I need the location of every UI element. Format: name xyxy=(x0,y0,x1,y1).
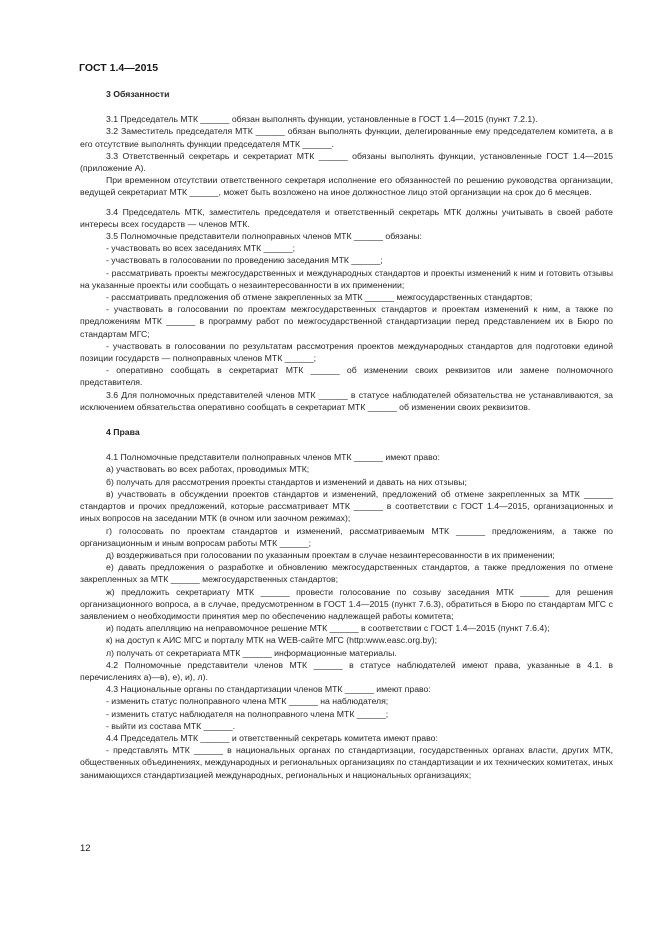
list-item: г) голосовать по проектам стандартов и изменений, рассматриваемым МТК ______ предложениям, а также по организационным и иным вопросам работы МТК ______; xyxy=(80,525,613,548)
clause-4-3: 4.3 Национальные органы по стандартизации членов МТК ______ имеют право: xyxy=(106,684,431,695)
list-item: и) подать апелляцию на неправомочное решение МТК ______ в соответствии с ГОСТ 1.4—2015 (пункт 7.6.4); xyxy=(106,623,550,634)
list-item: - участвовать в голосовании по результатам рассмотрения проектов международных стандартов для подготовки единой позиции государств — полноправных членов МТК ______; xyxy=(80,340,613,364)
list-item: - рассматривать предложения об отмене закрепленных за МТК ______ межгосударственных стандартов; xyxy=(106,292,533,303)
clause-3-1: 3.1 Председатель МТК ______ обязан выполнять функции, установленные в ГОСТ 1.4—2015 (пункт 7.2.1). xyxy=(106,114,538,125)
list-item: к) на доступ к АИС МГС и порталу МТК на WEB-сайте МГС (http:www.easc.org.by); xyxy=(106,635,437,646)
document-body xyxy=(80,88,613,781)
clause-4-4: 4.4 Председатель МТК ______ и ответственный секретарь комитета имеют право: xyxy=(106,732,438,743)
clause-3-2: 3.2 Заместитель председателя МТК ______ обязан выполнять функции, делегированные ему председателем комитета, а в его отсутствие выполнять функции председателя МТК ______. xyxy=(80,126,613,149)
clause-3-3-note: При временном отсутствии ответственного секретаря исполнение его обязанностей по решению руководства организации, ведущей секретариат МТК ______, может быть возложено на иное должностное лицо этой организации на срок до 6 месяцев. xyxy=(80,175,613,198)
list-item: - участвовать в голосовании по проектам межгосударственных стандартов и проектам изменений к ним, а также по предложениям МТК ______ в программу работ по межгосударственной стандартизации перед представлением их в Бюро по стандартам МГС; xyxy=(80,304,613,339)
list-item: е) давать предложения о разработке и обновлению межгосударственных стандартов, а также предложения по отмене закрепленных за МТК ______ межгосударственных стандартов; xyxy=(80,562,613,585)
list-item: л) получать от секретариата МТК ______ информационные материалы. xyxy=(106,647,397,658)
page-number: 12 xyxy=(80,843,91,854)
list-item: - оперативно сообщать в секретариат МТК ______ об изменении своих реквизитов или замене полномочного представителя. xyxy=(80,365,613,388)
list-item: - участвовать в голосовании по проведению заседания МТК ______; xyxy=(106,255,383,266)
section-4-heading: 4 Права xyxy=(106,427,140,438)
clause-3-5: 3.5 Полномочные представители полноправных членов МТК ______ обязаны: xyxy=(106,231,422,242)
list-item: - рассматривать проекты межгосударственных и международных стандартов и проекты изменений к ним и готовить отзывы на указанные проекты или сообщать о незаинтересованности в их применении; xyxy=(80,267,613,290)
clause-4-2: 4.2 Полномочные представители членов МТК ______ в статусе наблюдателей имеют права, указанные в 4.1. в перечислениях а)—в), е), и), л). xyxy=(80,659,613,682)
list-item: - изменить статус наблюдателя на полноправного члена МТК ______; xyxy=(106,708,389,719)
clause-3-3: 3.3 Ответственный секретарь и секретариат МТК ______ обязаны выполнять функции, установленные ГОСТ 1.4—2015 (приложение А). xyxy=(80,150,613,174)
list-item: - выйти из состава МТК ______. xyxy=(106,720,236,731)
list-item: - изменить статус полноправного члена МТК ______ на наблюдателя; xyxy=(106,696,389,707)
list-item: ж) предложить секретариату МТК ______ провести голосование по созыву заседания МТК ______ для решения организационного вопроса, а в случае, предусмотренном в ГОСТ 1.4—2015 (пункт 7.6.3), обратиться в Бюро по стандартам МГС с заявлением о необходимости принятия мер по обеспечению надлежащей работы комитета; xyxy=(80,586,613,621)
spacer xyxy=(80,199,613,206)
list-item: - представлять МТК ______ в национальных органах по стандартизации, государственных органах власти, других МТК, общественных объединениях, международных и региональных организациях по стандартизации и их технических комитетах, иных занимающихся стандартизацией международных, региональных и национальных организациях; xyxy=(80,745,613,780)
clause-3-6: 3.6 Для полномочных представителей членов МТК ______ в статусе наблюдателей обязательства не устанавливаются, за исключением обязательства оперативно сообщать в секретариат МТК ______ об изменении своих реквизитов. xyxy=(80,389,613,412)
list-item: а) участвовать во всех работах, проводимых МТК; xyxy=(106,464,310,475)
list-item: в) участвовать в обсуждении проектов стандартов и изменений, предложений об отмене закрепленных за МТК ______ стандартов и прочих предложений, которые рассматривает МТК ______ в соответствии с ГОСТ 1.4—2015, организационных и иных вопросов на заседании МТК (в очном или заочном режимах); xyxy=(80,488,613,524)
list-item: б) получать для рассмотрения проекты стандартов и изменений и давать на них отзывы; xyxy=(106,476,467,487)
list-item: - участвовать во всех заседаниях МТК ______; xyxy=(106,243,296,254)
document-header: ГОСТ 1.4—2015 xyxy=(79,62,159,74)
list-item: д) воздерживаться при голосовании по указанным проектам в случае незаинтересованности в их применении; xyxy=(106,549,555,560)
clause-4-1: 4.1 Полномочные представители полноправных членов МТК ______ имеют право: xyxy=(106,452,440,463)
section-3-heading: 3 Обязанности xyxy=(106,89,170,99)
clause-3-4: 3.4 Председатель МТК, заместитель председателя и ответственный секретарь МТК должны учитывать в своей работе интересы всех государств — членов МТК. xyxy=(80,206,613,229)
